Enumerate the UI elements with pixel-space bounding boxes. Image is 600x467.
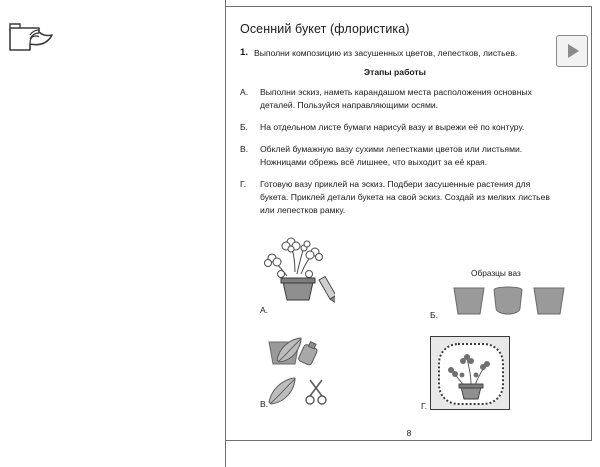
stages-heading: Этапы работы bbox=[364, 67, 426, 78]
play-button[interactable] bbox=[556, 35, 588, 67]
figure-c-caption: В. bbox=[260, 399, 269, 409]
step-b bbox=[240, 121, 550, 134]
page-title: Осенний букет (флористика) bbox=[240, 22, 410, 36]
step-a-text: Выполни эскиз, наметь карандашом места расположения основных деталей. Пользуйся направляющими осями. bbox=[260, 87, 532, 111]
step-v-label: В. bbox=[240, 144, 249, 155]
step-g-text: Готовую вазу приклей на эскиз. Подбери засушенные растения для букета. Приклей детали букета на свой эскиз. Создай из мелких листьев или лепестков рамку. bbox=[260, 178, 550, 215]
figure-a-caption: А. bbox=[260, 305, 269, 315]
left-page-panel bbox=[0, 0, 226, 467]
figure-a-sketch bbox=[261, 230, 335, 316]
step-b-text: На отдельном листе бумаги нарисуй вазу и вырежи её по контуру. bbox=[260, 122, 525, 133]
figure-d-frame bbox=[438, 343, 504, 405]
step-a bbox=[240, 86, 550, 112]
figure-d-caption: Г. bbox=[421, 401, 427, 411]
figure-b-caption: Б. bbox=[430, 310, 438, 320]
step-a-label: А. bbox=[240, 87, 249, 98]
samples-label: Образцы ваз bbox=[471, 268, 521, 278]
figure-c-gluing bbox=[261, 336, 335, 410]
task-1 bbox=[240, 47, 550, 59]
page-border-right bbox=[591, 6, 592, 441]
task-text: Выполни композицию из засушенных цветов, лепестков, листьев. bbox=[254, 48, 518, 58]
figure-b-vase-samples bbox=[450, 284, 570, 320]
step-b-label: Б. bbox=[240, 122, 249, 133]
task-number: 1. bbox=[240, 47, 249, 58]
figure-group bbox=[240, 228, 580, 428]
page-border-bottom bbox=[226, 440, 592, 441]
step-v-text: Обклей бумажную вазу сухими лепестками цветов или листьями. Ножницами обрежь всё лишнее, что выходит за её края. bbox=[260, 144, 523, 168]
pointing-hand-icon bbox=[8, 16, 54, 58]
play-icon bbox=[568, 44, 579, 58]
figure-d-finished bbox=[421, 336, 510, 411]
page-border-top bbox=[226, 6, 592, 7]
step-v bbox=[240, 143, 550, 169]
step-g bbox=[240, 178, 550, 217]
page-number: 8 bbox=[406, 428, 412, 438]
page-content bbox=[240, 22, 550, 226]
step-g-label: Г. bbox=[240, 178, 246, 189]
